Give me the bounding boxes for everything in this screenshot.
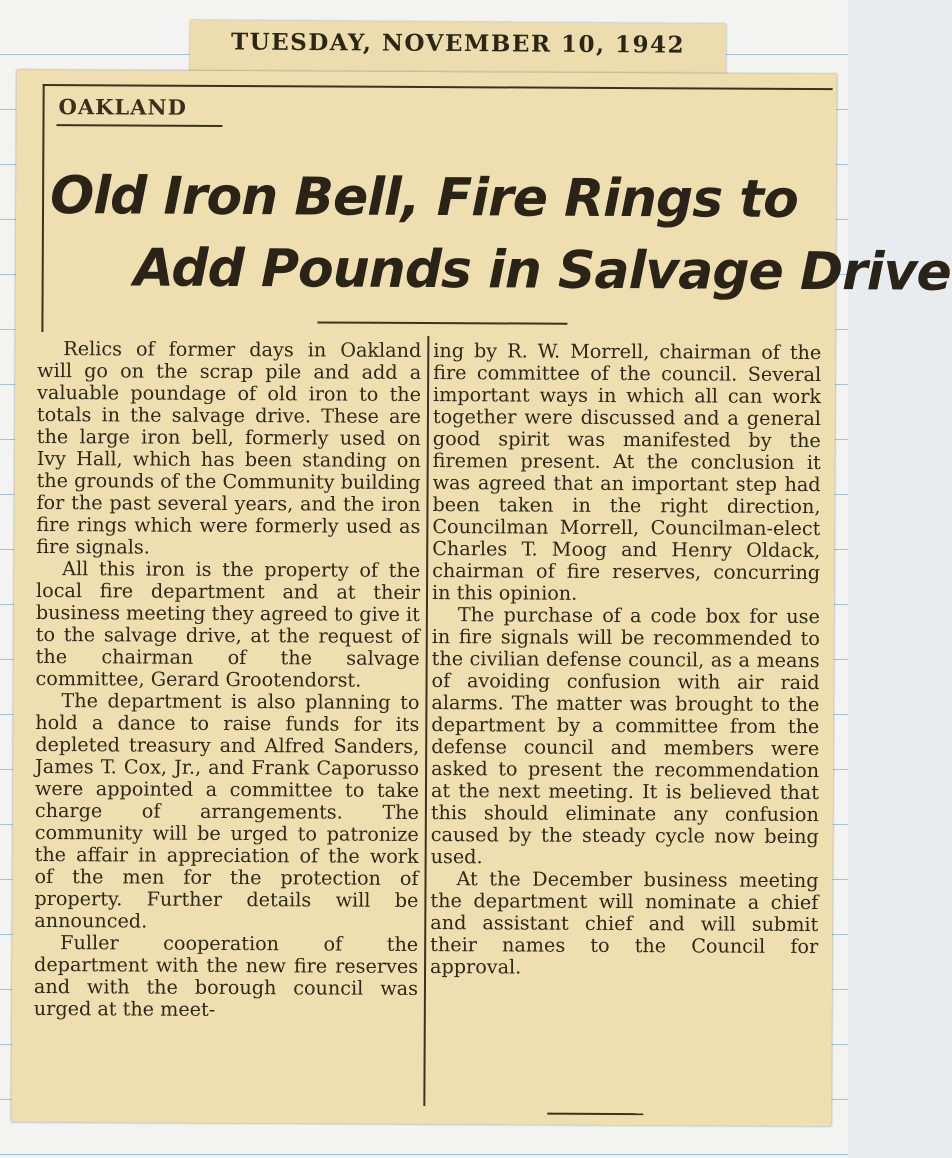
- dateline: TUESDAY, NOVEMBER 10, 1942: [230, 28, 686, 59]
- section-heading: OAKLAND: [58, 94, 187, 120]
- end-rule: [547, 1113, 643, 1116]
- paragraph: Relics of former days in Oakland will go on the scrap pile and add a valuable poundage of old iron to the totals in the salvage drive. These are the large iron bell, formerly used on Ivy Hall, which has been standing on the grounds of the Community building for the past several years, and the iron fire rings which were formerly used as fire signals.: [36, 337, 422, 559]
- paragraph: The purchase of a code box for use in fire signals will be recommended to the civilian defense council, as a means of avoiding confusion with air raid alarms. The matter was brought to the department by a committee from the defense council and members were asked to present the recommendation at the next meeting. It is believed that this should eliminate any confusion caused by the steady cycle now being used.: [430, 603, 820, 869]
- paragraph: At the December business meeting the department will nominate a chief and assistant chief and will submit their names to the Council for approval.: [430, 867, 819, 979]
- article-column-right: [430, 340, 821, 980]
- paragraph: The department is also planning to hold a dance to raise funds for its depleted treasury and Alfred Sanders, James T. Cox, Jr., and Frank Caporusso were appointed a committee to take charge of arrangements. The community will be urged to patronize the affair in appreciation of the work of the men for the protection of property. Further details will be announced.: [34, 689, 420, 933]
- paragraph: Fuller cooperation of the department with the new fire reserves and with the borough council was urged at the meet-: [33, 931, 419, 1021]
- headline-line-2: Add Pounds in Salvage Drive: [133, 238, 951, 303]
- headline-rule: [317, 321, 567, 324]
- headline-line-1: Old Iron Bell, Fire Rings to: [49, 166, 798, 230]
- paragraph: All this iron is the property of the local fire department and at their business meeting they agreed to give it to the salvage drive, at the request of the chairman of the salvage committee, Gerard Grootendorst.: [35, 557, 421, 692]
- paragraph: ing by R. W. Morrell, chairman of the fire committee of the council. Several important ways in which all can work together were discussed and a general good spirit was manifested by the firemen present. At the conclusion it was agreed that an important step had been taken in the right direction, Councilman Morrell, Councilman-elect Charles T. Moog and Henry Oldack, chairman of fire reserves, concurring in this opinion.: [431, 339, 822, 605]
- article-column-left: [34, 338, 422, 1022]
- top-rule: [43, 84, 833, 90]
- section-underline: [56, 124, 222, 127]
- newspaper-clipping: [11, 70, 951, 1126]
- column-divider: [423, 336, 429, 1106]
- left-rule: [41, 84, 44, 332]
